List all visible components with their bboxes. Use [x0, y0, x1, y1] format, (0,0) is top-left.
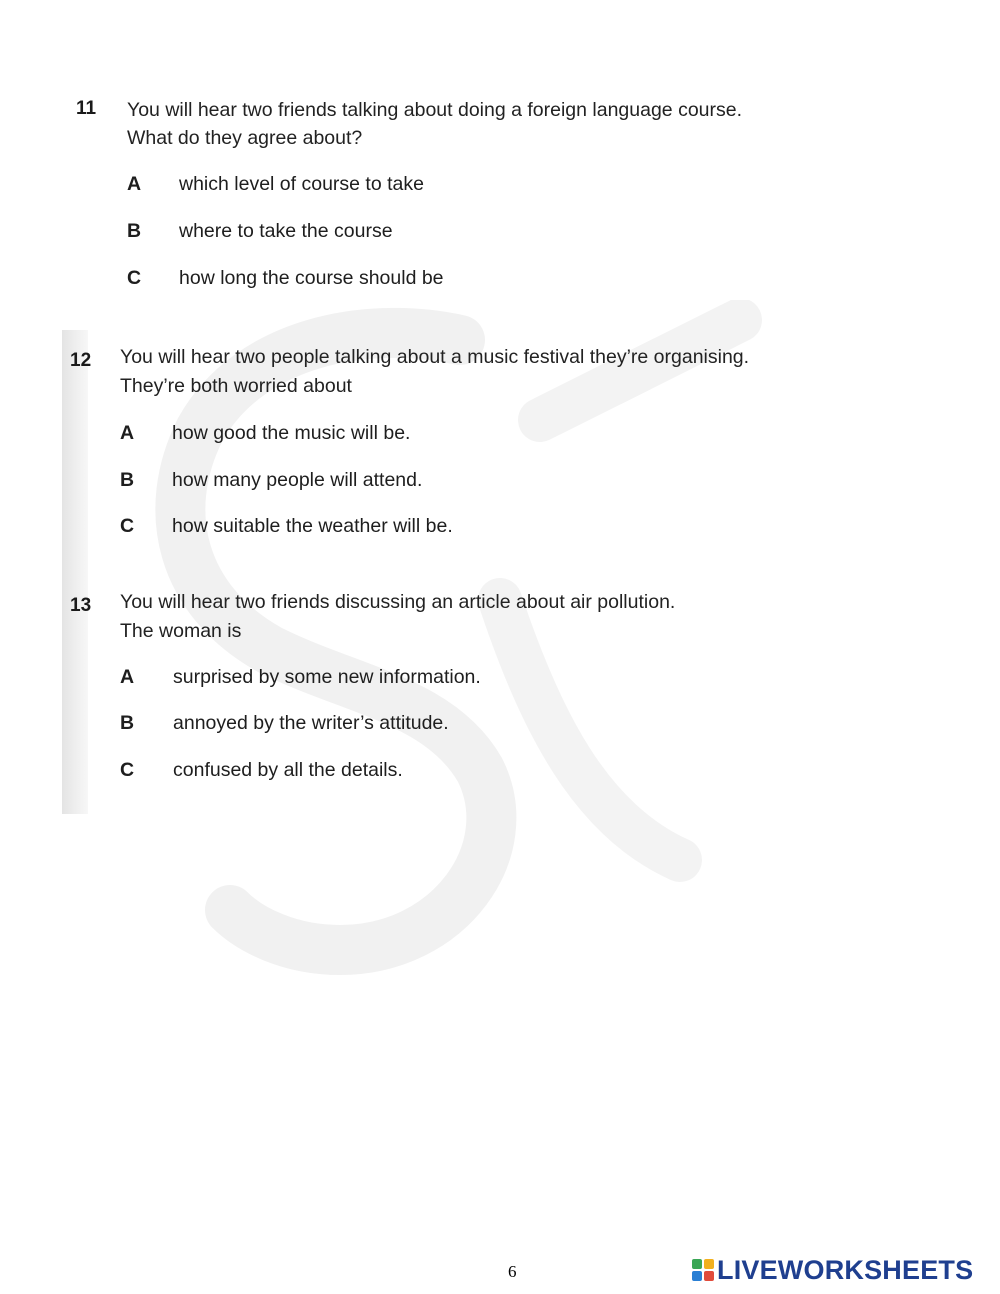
- logo-square-icon: [704, 1259, 714, 1269]
- option-text: how long the course should be: [179, 267, 444, 289]
- brand-name: LIVEWORKSHEETS: [717, 1254, 974, 1285]
- option-letter: C: [120, 515, 135, 537]
- question-stem-line-2: What do they agree about?: [127, 127, 363, 149]
- question-stem-line-1: You will hear two friends talking about doing a foreign language course.: [127, 99, 743, 121]
- question-number: 13: [70, 595, 92, 616]
- logo-square-icon: [704, 1271, 714, 1281]
- logo-square-icon: [692, 1259, 702, 1269]
- option-letter: A: [120, 666, 135, 688]
- option-text: surprised by some new information.: [173, 666, 481, 688]
- logo-square-icon: [692, 1271, 702, 1281]
- option-letter: A: [120, 422, 135, 444]
- option-text: confused by all the details.: [173, 759, 403, 781]
- page-number: 6: [508, 1262, 517, 1281]
- option-text: where to take the course: [179, 220, 393, 242]
- question-stem-line-1: You will hear two friends discussing an article about air pollution.: [120, 591, 676, 613]
- option-letter: C: [127, 267, 142, 289]
- question-stem-line-2: The woman is: [120, 620, 242, 642]
- option-text: which level of course to take: [179, 173, 424, 195]
- question-number: 11: [76, 98, 97, 119]
- option-text: how good the music will be.: [172, 422, 411, 444]
- question-number: 12: [70, 350, 92, 371]
- option-letter: B: [127, 220, 142, 242]
- option-letter: B: [120, 469, 135, 491]
- option-letter: A: [127, 173, 142, 195]
- option-letter: C: [120, 759, 135, 781]
- question-stem-line-2: They’re both worried about: [120, 375, 352, 397]
- option-text: how suitable the weather will be.: [172, 515, 453, 537]
- liveworksheets-logo[interactable]: [692, 1253, 973, 1287]
- option-letter: B: [120, 712, 135, 734]
- logo-grid-icon: [692, 1259, 714, 1281]
- option-text: annoyed by the writer’s attitude.: [173, 712, 449, 734]
- watermark: [120, 300, 880, 1020]
- question-stem-line-1: You will hear two people talking about a music festival they’re organising.: [120, 346, 750, 368]
- scan-shadow: [62, 330, 88, 814]
- option-text: how many people will attend.: [172, 469, 423, 491]
